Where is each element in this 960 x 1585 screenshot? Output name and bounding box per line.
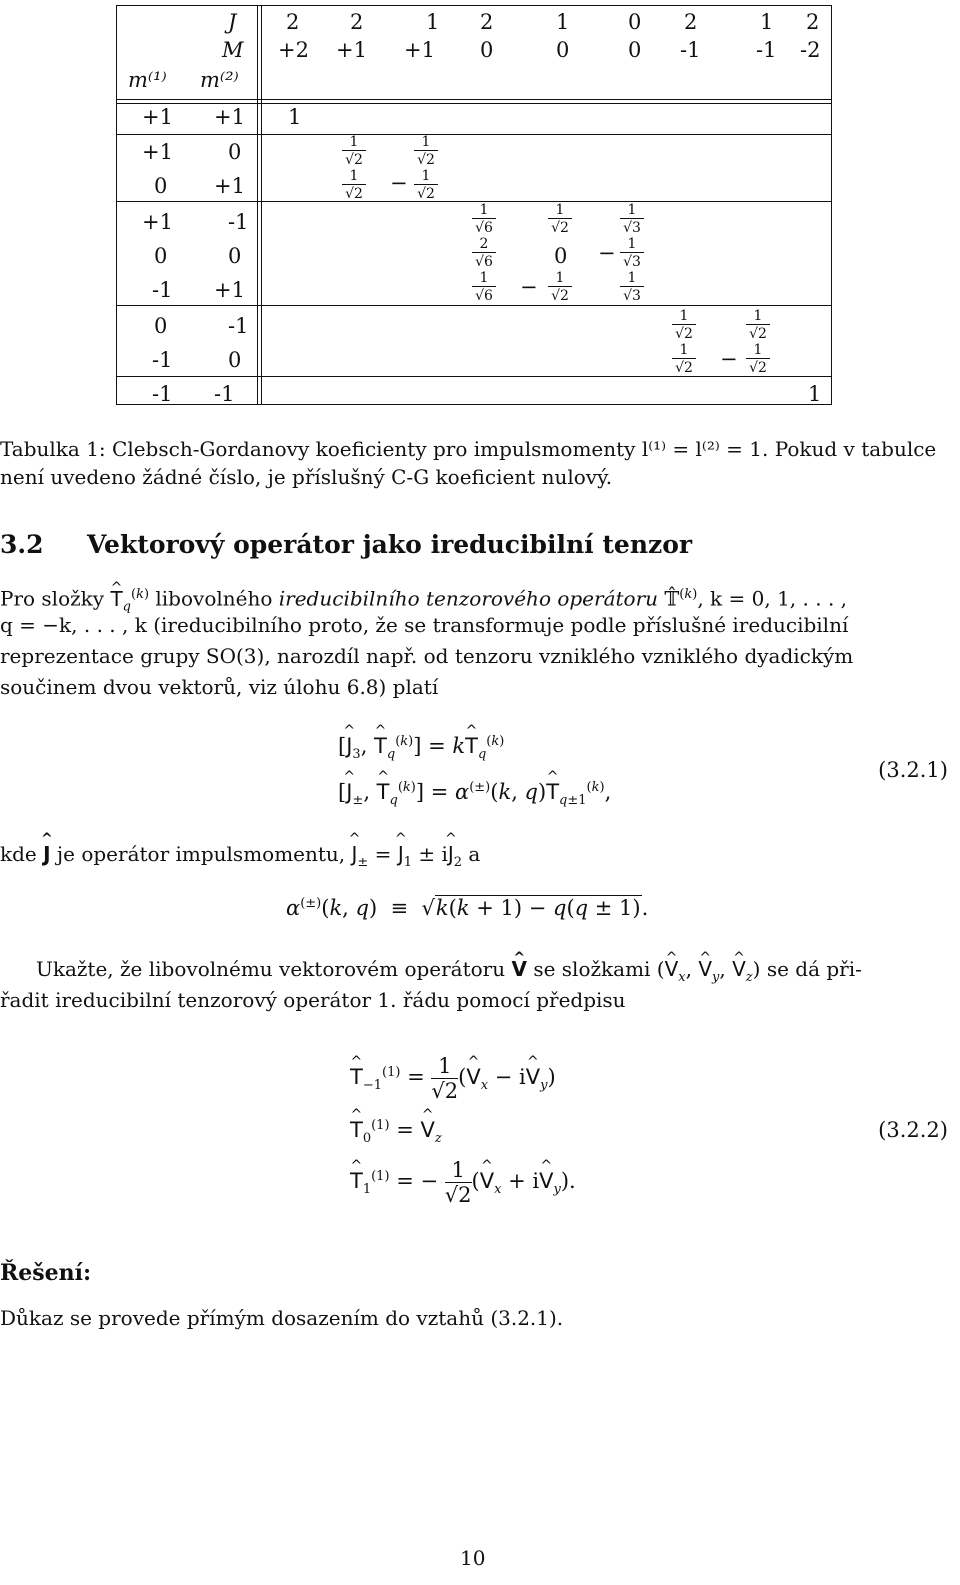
cg-fraction: 1 √3	[620, 237, 644, 270]
clebsch-gordan-table	[116, 5, 832, 405]
j-value: 1	[426, 10, 440, 34]
header-m2: m⁽²⁾	[200, 68, 239, 92]
cg-fraction: 1 √2	[672, 343, 696, 376]
j-value: 2	[684, 10, 698, 34]
m1-value: -1	[152, 278, 173, 302]
caption-line: není uvedeno žádné číslo, je příslušný C-G koeficient nulový.	[0, 465, 613, 489]
j-value: 2	[480, 10, 494, 34]
header-J: J	[228, 10, 237, 34]
cg-fraction: 1 √2	[342, 135, 366, 168]
paragraph-line: Pro složky ^ $T_q^{(k)}$ libovolného ireducibilního tenzorového operátoru 𝕋̂$^{(k)}$, k = 0, 1, . . . ,	[0, 582, 847, 621]
j-value: 2	[806, 10, 820, 34]
cg-fraction: 2 √6	[472, 237, 496, 270]
equation-line: ^ $T_1^{(1)}$ = − $\frac{1}{√2}$ (^ $V_x$ + i^ $V_y$).	[350, 1158, 576, 1207]
equation-line: [^ $J_\pm$, ^ $T_q^{(k)}] = \alpha^{(\pm)}(k$, q)^ $T_{q\pm 1}^{(k)}$,	[338, 780, 611, 808]
cg-fraction: 1 √2	[548, 271, 572, 304]
m1-value: -1	[152, 348, 173, 372]
section-title: Vektorový operátor jako ireducibilní tenzor	[86, 530, 693, 559]
header-M: M	[222, 38, 244, 62]
equation-number: (3.2.1)	[878, 758, 948, 782]
j-value: 1	[556, 10, 570, 34]
solution-heading: Řešení:	[0, 1260, 92, 1286]
m-value: 0	[480, 38, 494, 62]
cg-fraction: 1 √6	[472, 203, 496, 236]
m-value: 0	[628, 38, 642, 62]
cg-fraction: 1 √2	[414, 135, 438, 168]
minus-sign: −	[720, 347, 738, 371]
m-value: 0	[556, 38, 570, 62]
m2-value: 0	[228, 348, 242, 372]
m1-value: -1	[152, 382, 173, 406]
cg-fraction: 1 √2	[548, 203, 572, 236]
caption-line: Tabulka 1: Clebsch-Gordanovy koeficienty pro impulsmomenty l⁽¹⁾ = l⁽²⁾ = 1. Pokud v tabulce	[0, 437, 937, 461]
cg-fraction: 1 √2	[672, 309, 696, 342]
m1-value: 0	[154, 244, 168, 268]
m-value: +2	[278, 38, 309, 62]
m1-value: +1	[142, 105, 173, 129]
equation-3-2-2	[0, 1040, 960, 1220]
minus-sign: −	[390, 171, 408, 195]
paragraph-line: Ukažte, že libovolnému vektorovém operátoru ^ V se složkami (^ $V_x$, ^ $V_y$, ^ $V_z$) se dá při-	[36, 956, 862, 991]
equation-3-2-1	[0, 730, 960, 830]
column-separator	[257, 5, 258, 405]
page-number: 10	[460, 1546, 486, 1570]
equation-number: (3.2.2)	[878, 1118, 948, 1142]
cg-coefficient: 1	[288, 105, 302, 129]
m-value: -1	[756, 38, 777, 62]
minus-sign: −	[520, 275, 538, 299]
alpha-definition: α(±)(k, q) ≡ √k(k + 1) − q(q ± 1).	[286, 896, 649, 920]
m-value: -1	[680, 38, 701, 62]
cg-fraction: 1 √2	[746, 343, 770, 376]
m2-value: 0	[228, 140, 242, 164]
j-value: 2	[286, 10, 300, 34]
paragraph-line: reprezentace grupy SO(3), narozdíl např. od tenzoru vzniklého vzniklého dyadickým	[0, 644, 854, 668]
section-heading	[0, 530, 692, 559]
header-separator	[116, 99, 832, 100]
j-value: 1	[760, 10, 774, 34]
m2-value: -1	[228, 210, 249, 234]
equation-line: ^ $T_0^{(1)}$ = ^ $V_z$	[350, 1118, 442, 1146]
equation-line: ^ $T_{-1}^{(1)}$ = $\frac{1}{√2}$ (^ $V_x$ − i^ $V_y$)	[350, 1054, 556, 1103]
cg-fraction: 1 √6	[472, 271, 496, 304]
m1-value: 0	[154, 314, 168, 338]
column-separator-2	[261, 5, 262, 405]
m1-value: +1	[142, 210, 173, 234]
m2-value: +1	[214, 105, 245, 129]
m-value: +1	[404, 38, 435, 62]
m2-value: -1	[228, 314, 249, 338]
cg-fraction: 1 √3	[620, 203, 644, 236]
minus-sign: −	[598, 241, 616, 265]
cg-fraction: 1 √2	[342, 169, 366, 202]
equation-line: [^ $J_3$, ^ $T_q^{(k)}$] = k^ $T_q^{(k)}$	[338, 734, 504, 762]
cg-coefficient: 1	[808, 382, 822, 406]
section-number: 3.2	[0, 530, 44, 559]
paragraph-line: součinem dvou vektorů, viz úlohu 6.8) platí	[0, 675, 439, 699]
m-value: +1	[336, 38, 367, 62]
m2-value: +1	[214, 174, 245, 198]
row-separator	[116, 305, 832, 306]
m1-value: 0	[154, 174, 168, 198]
m-value: -2	[800, 38, 821, 62]
row-separator	[116, 134, 832, 135]
solution-text: Důkaz se provede přímým dosazením do vztahů (3.2.1).	[0, 1306, 564, 1330]
j-value: 2	[350, 10, 364, 34]
cg-fraction: 1 √2	[746, 309, 770, 342]
operator-definition: kde ^ J je operátor impulsmomentu, ^ $J_\pm$ = ^ $J_1$ ± i^ $J_2$ a	[0, 842, 480, 870]
m1-value: +1	[142, 140, 173, 164]
j-value: 0	[628, 10, 642, 34]
cg-fraction: 1 √3	[620, 271, 644, 304]
header-m1: m⁽¹⁾	[128, 68, 167, 92]
header-separator-2	[116, 103, 832, 104]
m2-value: +1	[214, 278, 245, 302]
row-separator	[116, 376, 832, 377]
paragraph-line: řadit ireducibilní tenzorový operátor 1. řádu pomocí předpisu	[0, 988, 626, 1012]
cg-coefficient: 0	[554, 244, 568, 268]
m2-value: -1	[214, 382, 235, 406]
cg-fraction: 1 √2	[414, 169, 438, 202]
row-separator	[116, 201, 832, 202]
m2-value: 0	[228, 244, 242, 268]
paragraph-line: q = −k, . . . , k (ireducibilního proto, že se transformuje podle příslušné ireducibilní	[0, 613, 849, 637]
